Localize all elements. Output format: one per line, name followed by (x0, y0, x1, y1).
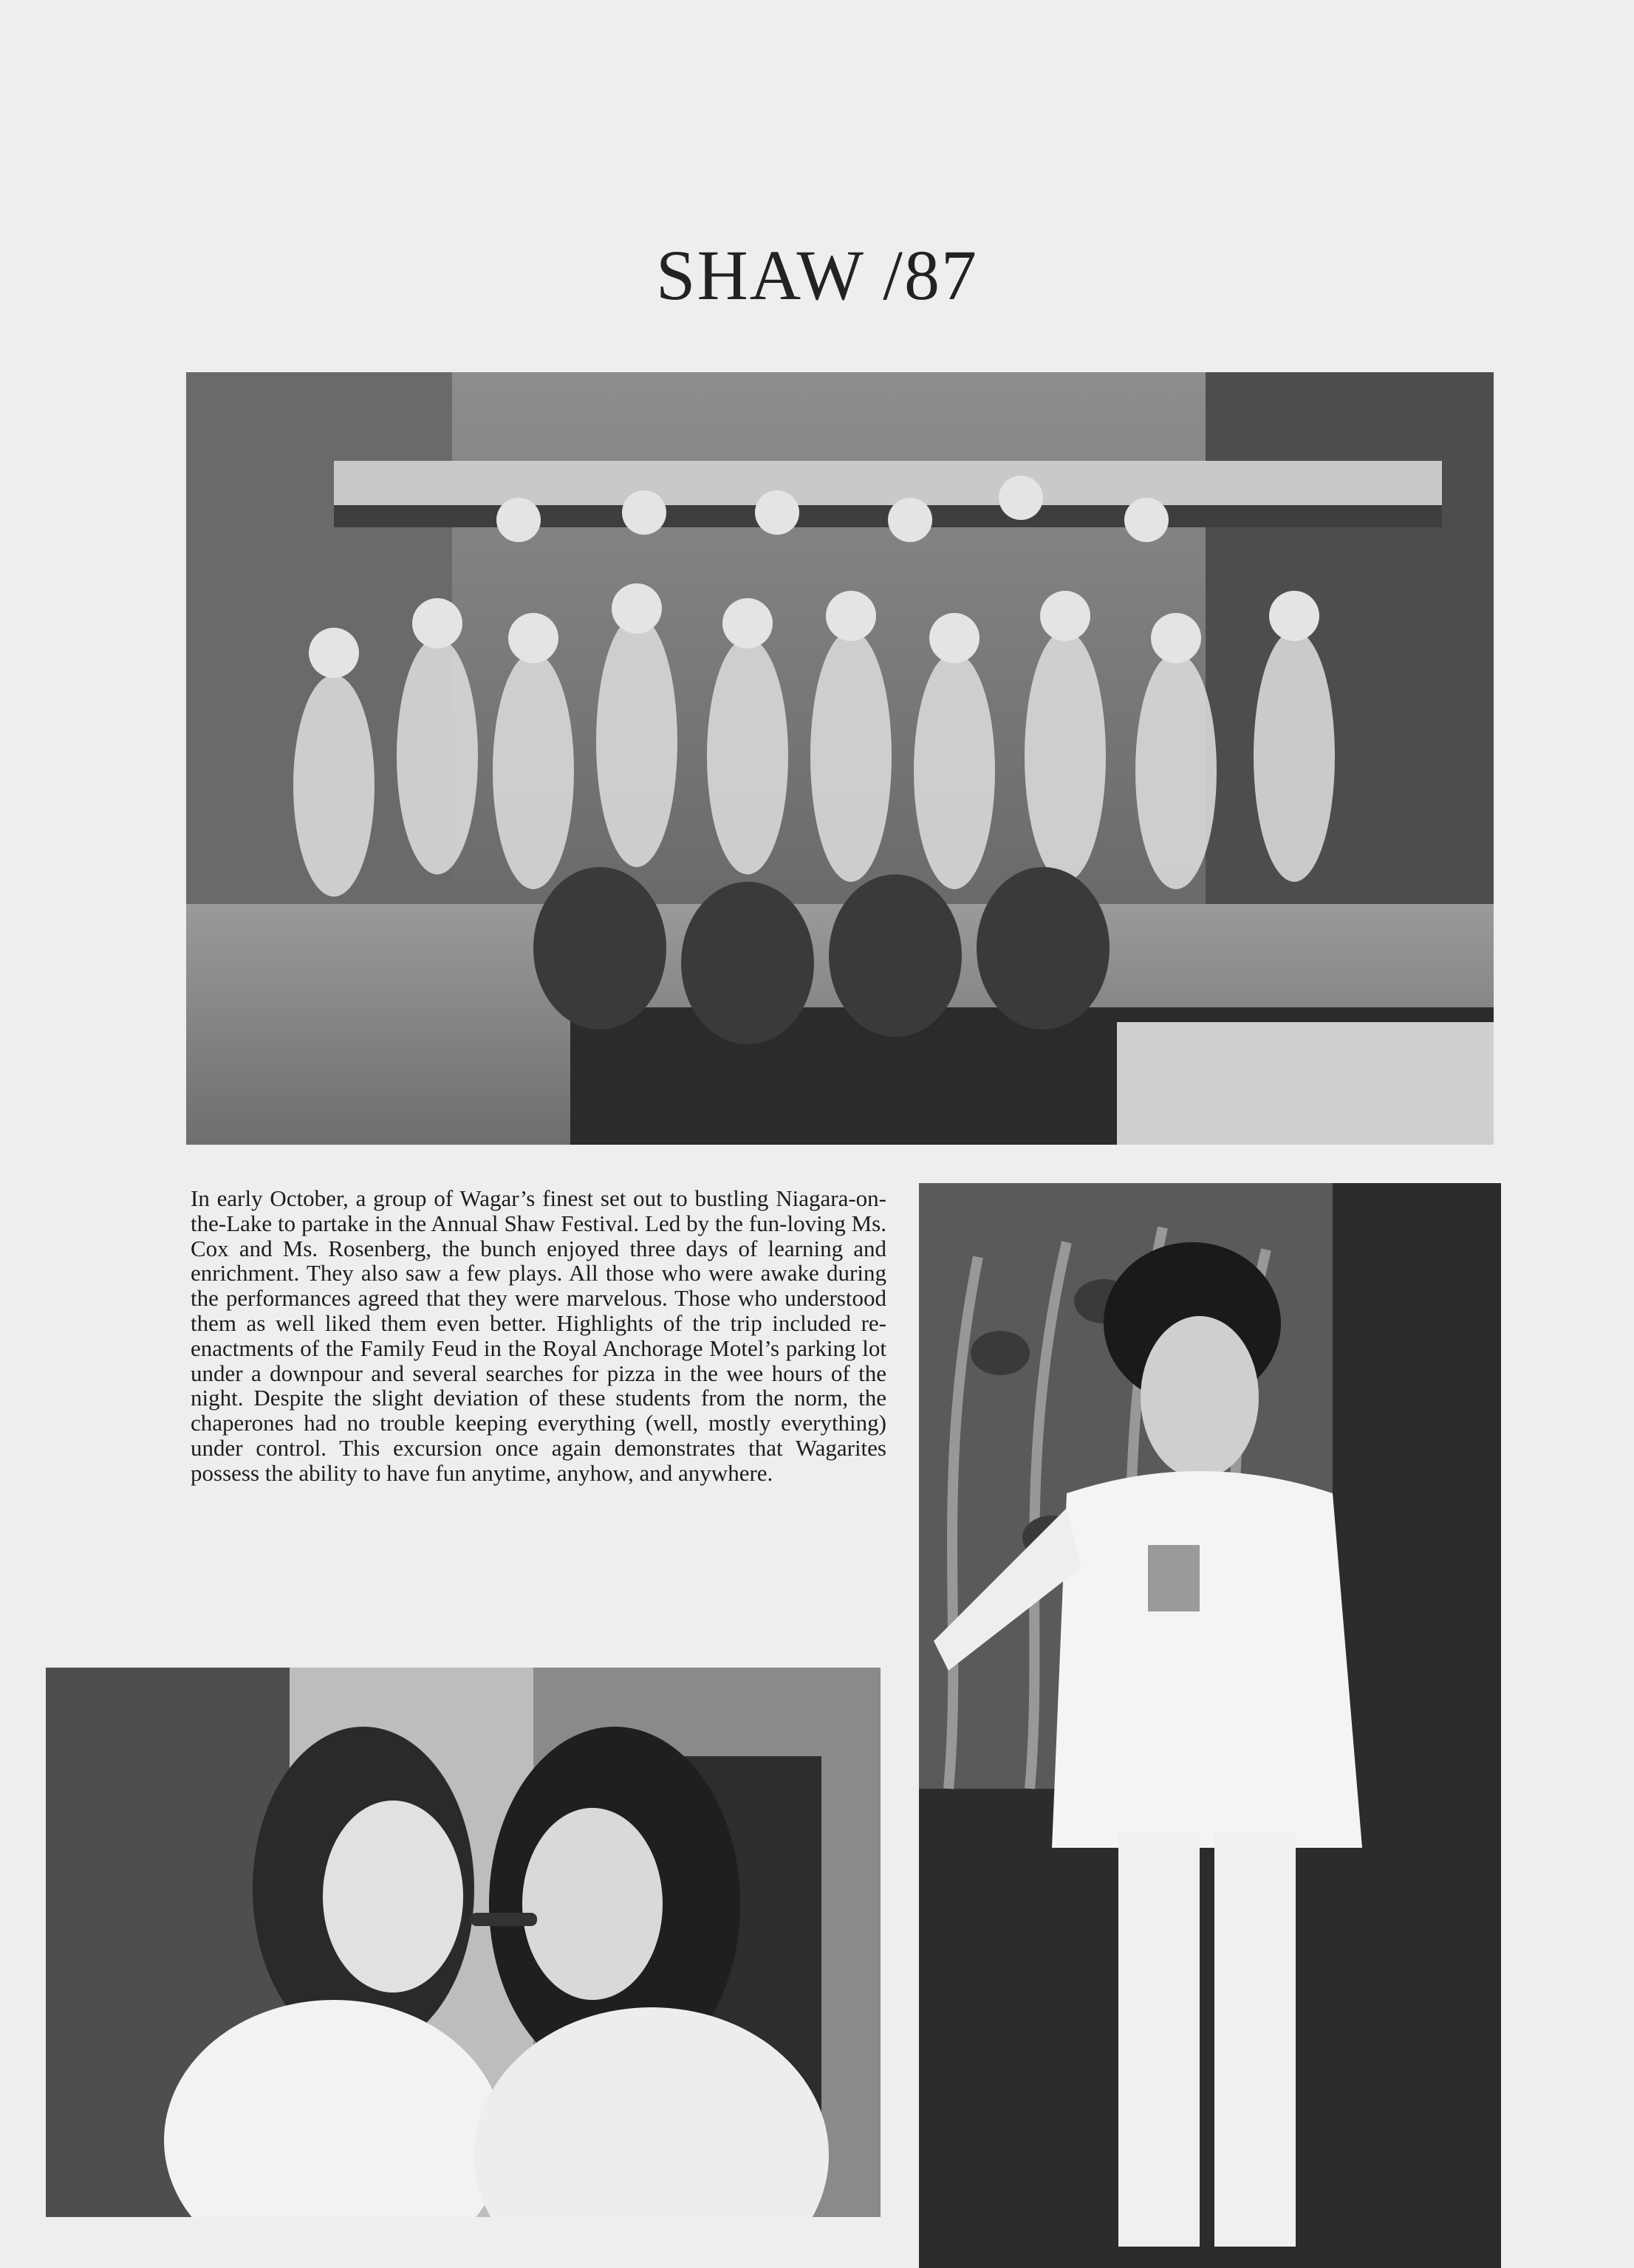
group-photo (186, 372, 1494, 1145)
article-text: In early October, a group of Wagar’s finest set out to bustling Niagara-on-the-Lake to partake in the Annual Shaw Festival. Led by the fun-loving Ms. Cox and Ms. Rosenberg, the bunch enjoyed three days of learning and enrichment. They also saw a few plays. All those who were awake during the performances agreed that they were marvelous. Those who understood them as well liked them even better. Highlights of the trip included re-enactments of the Family Feud in the Royal Anchorage Motel’s parking lot under a downpour and several searches for pizza in the wee hours of the night. Despite the slight deviation of these students from the norm, the chaperones had no trouble keeping everything (well, mostly everything) under control. This excursion once again demonstrates that Wagarites possess the ability to have fun anytime, anyhow, and anywhere. (191, 1185, 886, 1486)
student-portrait-photo (919, 1183, 1501, 2268)
article-paragraph (191, 1186, 886, 1486)
page-title: SHAW /87 (656, 236, 978, 315)
two-girls-photo (46, 1668, 881, 2217)
